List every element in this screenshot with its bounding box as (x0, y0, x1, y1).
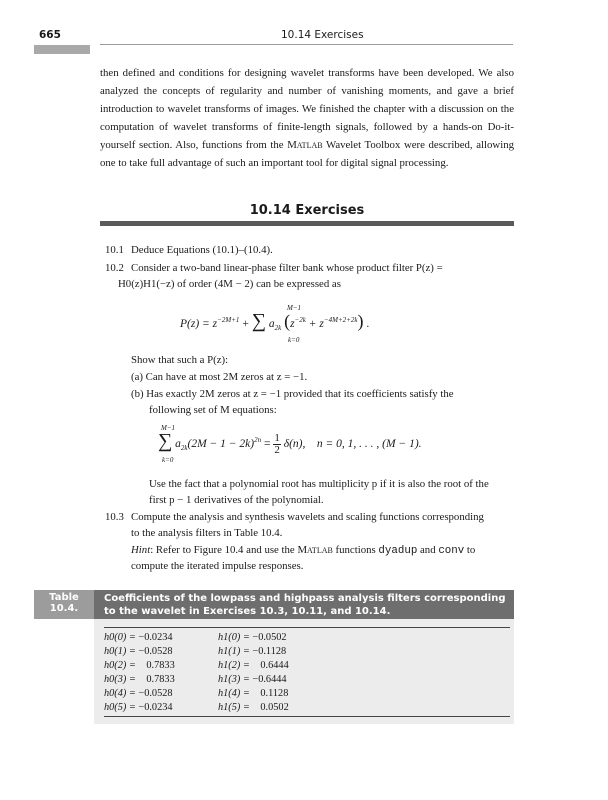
eq2-fraction (273, 433, 281, 456)
cell-h0-label: h0(4) = (104, 688, 136, 699)
eq1-lhs: P(z) = z (180, 318, 218, 330)
exercise-10-2-b1: (b) Has exactly 2M zeros at z = −1 provided that its coefficients satisfy the (131, 388, 454, 400)
exercise-10-2-line1: Consider a two-band linear-phase filter bank whose product filter P(z) = (131, 262, 443, 274)
intro-text-a: then defined and conditions for designing wavelet transforms have been developed. We also analyzed the concepts of regularity and number of vanishing moments, and gave a brief introduction to wavelet transforms of images. We finished the chapter with a discussion on the computation of wavelet transforms of finite-length signals, followed by a hands-on Do-it-yourself section. Also, functions from the (100, 67, 514, 151)
eq1-paren-close: ) (357, 311, 364, 331)
table-row (218, 660, 289, 671)
cell-h0-value: −0.0528 (138, 646, 173, 657)
exercise-10-2-show: Show that such a P(z): (131, 354, 229, 366)
exercise-10-1-num: 10.1 (105, 244, 124, 256)
cell-h1-value: −0.0502 (252, 632, 287, 643)
table-row (104, 632, 173, 643)
eq2-term: a (175, 438, 181, 450)
table-row (218, 632, 287, 643)
cell-h0-label: h0(5) = (104, 702, 136, 713)
eq2-body: (2M − 1 − 2k) (187, 438, 255, 450)
hint-pre: : Refer to Figure 10.4 and use the (150, 544, 298, 556)
exercise-10-2-b2: following set of M equations: (149, 404, 277, 416)
eq1-exp1: −2M+1 (217, 316, 240, 324)
table-row (104, 688, 173, 699)
cell-h0-label: h0(2) = (104, 660, 136, 671)
table-row (104, 660, 175, 671)
cell-h0-label: h0(3) = (104, 674, 136, 685)
exercise-10-2-num: 10.2 (105, 262, 124, 274)
cell-h1-value: −0.6444 (252, 674, 287, 685)
intro-text-b: Wavelet Toolbox were described, allowing one to take full advantage of such an important tool for digital signal processing. (100, 139, 514, 169)
table-caption: Coefficients of the lowpass and highpass analysis filters corresponding to the wavelet in Exercises 10.3, 10.11, and 10.14. (104, 593, 506, 617)
exercise-10-3-line4: compute the iterated impulse responses. (131, 560, 304, 572)
cell-h1-value: 0.1128 (260, 688, 289, 699)
eq1-plus2: + z (308, 318, 324, 330)
eq1-term-sub: 2k (274, 324, 282, 332)
fn-dyadup: dyadup (378, 545, 418, 557)
cell-h0-value: −0.0234 (138, 632, 173, 643)
eq2-exp: 2n (254, 436, 262, 444)
cell-h1-value: −0.1128 (252, 646, 287, 657)
section-rule (100, 221, 514, 226)
cell-h0-value: 0.7833 (146, 674, 175, 685)
cell-h1-label: h1(5) = (218, 702, 250, 713)
table-row (218, 688, 288, 699)
eq2-term-sub: 2k (180, 444, 188, 452)
eq2-frac-den: 2 (274, 443, 280, 456)
cell-h1-label: h1(1) = (218, 646, 250, 657)
cell-h0-value: 0.7833 (146, 660, 175, 671)
matlab-name-2: Matlab (297, 544, 333, 556)
eq2-lower-limit: k=0 (162, 456, 174, 464)
table-row (218, 646, 286, 657)
table-rule-bottom (104, 716, 510, 717)
equation-coefficient-conditions (158, 430, 422, 456)
intro-paragraph (100, 64, 514, 172)
fn-conv: conv (438, 545, 465, 557)
exercise-10-2-line2: H0(z)H1(−z) of order (4M − 2) can be expressed as (118, 278, 341, 290)
eq1-term: a (268, 318, 275, 330)
eq1-plus: + (242, 318, 249, 330)
cell-h1-label: h1(2) = (218, 660, 250, 671)
cell-h0-value: −0.0528 (138, 688, 173, 699)
section-title: 10.14 Exercises (249, 203, 365, 218)
eq2-frac-num: 1 (274, 431, 280, 444)
eq1-upper-limit: M−1 (287, 304, 302, 312)
cell-h1-label: h1(0) = (218, 632, 250, 643)
table-row (218, 702, 289, 713)
header-rule (100, 44, 513, 45)
cell-h1-value: 0.0502 (260, 702, 289, 713)
matlab-name: Matlab (287, 139, 323, 151)
running-title: 10.14 Exercises (281, 29, 364, 41)
exercise-10-3-line1: Compute the analysis and synthesis wavelets and scaling functions corresponding (131, 511, 484, 523)
eq2-equals: = (264, 438, 271, 450)
table-label: Table 10.4. (49, 592, 79, 614)
table-row (104, 702, 173, 713)
eq1-paren-open: ( (284, 311, 291, 331)
cell-h0-label: h0(0) = (104, 632, 136, 643)
eq1-exp3: −4M+2+2k (323, 316, 358, 324)
table-row (218, 674, 287, 685)
cell-h1-label: h1(3) = (218, 674, 250, 685)
cell-h0-label: h0(1) = (104, 646, 136, 657)
hint-mid: functions (332, 544, 379, 556)
cell-h1-value: 0.6444 (260, 660, 289, 671)
equation-product-filter (180, 310, 369, 333)
cell-h1-label: h1(4) = (218, 688, 250, 699)
eq1-lower-limit: k=0 (288, 336, 300, 344)
exercise-10-2-a: (a) Can have at most 2M zeros at z = −1. (131, 371, 308, 383)
eq1-z1: z (290, 318, 295, 330)
eq1-end: . (366, 318, 370, 330)
exercise-10-3-hint (131, 542, 475, 559)
exercise-10-1-text: Deduce Equations (10.1)–(10.4). (131, 244, 273, 256)
table-row (104, 674, 175, 685)
cell-h0-value: −0.0234 (138, 702, 173, 713)
page-number: 665 (39, 29, 61, 41)
hint-post: to (464, 544, 476, 556)
exercise-10-3-num: 10.3 (105, 511, 124, 523)
hint-label: Hint (131, 544, 151, 556)
eq2-range: n = 0, 1, . . . , (M − 1). (316, 438, 422, 450)
sum-symbol-2: ∑ (158, 430, 173, 452)
exercise-10-2-hint1: Use the fact that a polynomial root has multiplicity p if it is also the root of the (149, 478, 489, 490)
eq2-rhs: δ(n), (283, 438, 306, 450)
exercise-10-3-line2: to the analysis filters in Table 10.4. (131, 527, 283, 539)
sum-symbol: ∑ (251, 310, 266, 332)
table-rule-top (104, 627, 510, 628)
page-tab-marker (34, 45, 90, 54)
hint-and: and (417, 544, 439, 556)
table-row (104, 646, 173, 657)
eq1-exp2: −2k (294, 316, 306, 324)
eq2-upper-limit: M−1 (161, 424, 176, 432)
exercise-10-2-hint2: first p − 1 derivatives of the polynomial. (149, 494, 324, 506)
